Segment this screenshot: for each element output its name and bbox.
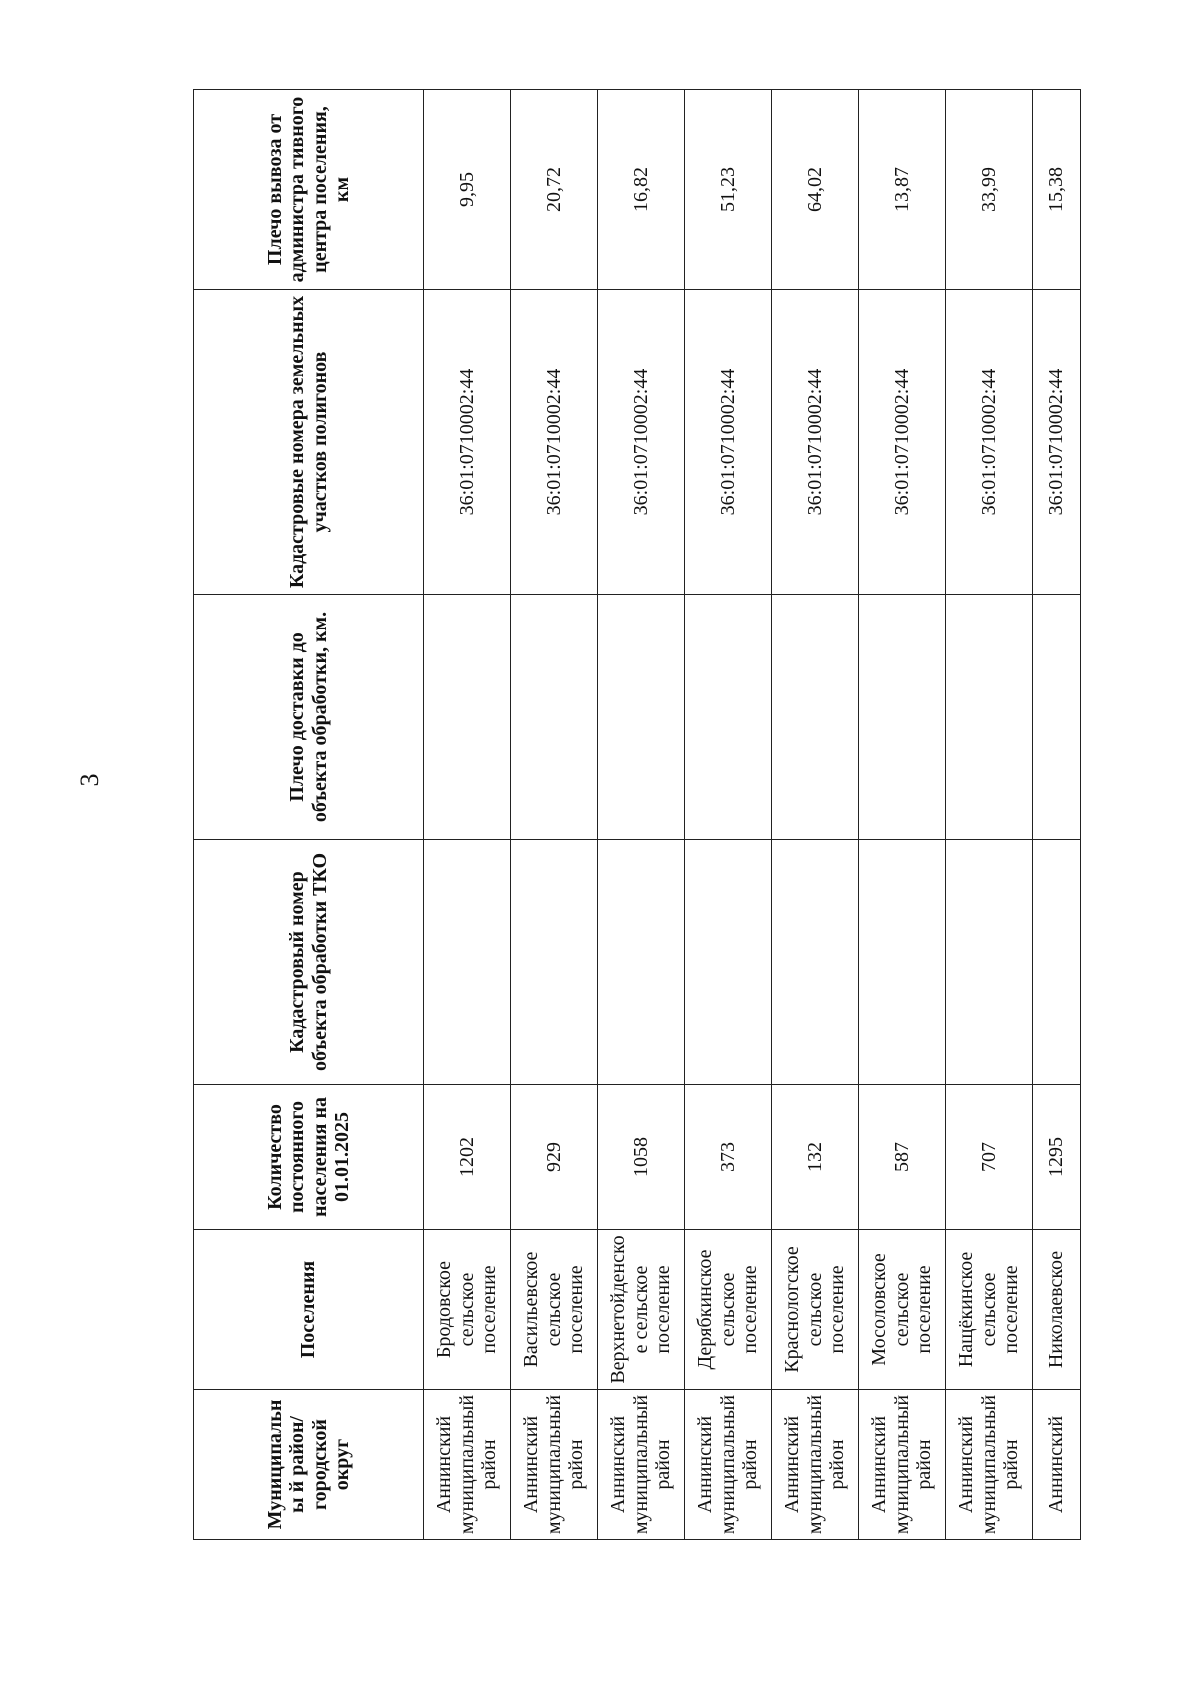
population-cell: 1058 xyxy=(598,1085,685,1230)
district-cell: Аннинский муниципальный район xyxy=(511,1390,598,1540)
table-row xyxy=(1033,90,1081,1540)
cadastral-processing-cell xyxy=(424,840,511,1085)
delivery-km-cell xyxy=(511,595,598,840)
district-cell: Аннинский муниципальный район xyxy=(772,1390,859,1540)
settlement-cell: Бродовское сельское поселение xyxy=(424,1230,511,1390)
cadastral-landfill-cell: 36:01:0710002:44 xyxy=(946,290,1033,595)
cadastral-processing-cell xyxy=(859,840,946,1085)
table-row xyxy=(424,90,511,1540)
district-cell: Аннинский муниципальный район xyxy=(946,1390,1033,1540)
district-cell: Аннинский муниципальный район xyxy=(859,1390,946,1540)
cadastral-landfill-cell: 36:01:0710002:44 xyxy=(424,290,511,595)
population-cell: 1202 xyxy=(424,1085,511,1230)
cadastral-landfill-cell: 36:01:0710002:44 xyxy=(1033,290,1081,595)
column-header: Поселения xyxy=(194,1230,424,1390)
population-cell: 587 xyxy=(859,1085,946,1230)
table-row xyxy=(511,90,598,1540)
delivery-km-cell xyxy=(859,595,946,840)
removal-km-cell: 16,82 xyxy=(598,90,685,290)
delivery-km-cell xyxy=(685,595,772,840)
removal-km-cell: 33,99 xyxy=(946,90,1033,290)
removal-km-cell: 15,38 xyxy=(1033,90,1081,290)
page-number: 3 xyxy=(75,773,104,787)
population-cell: 1295 xyxy=(1033,1085,1081,1230)
table-header-row xyxy=(194,90,424,1540)
settlements-table xyxy=(193,89,1081,1540)
column-header: Кадастровый номер объекта обработки ТКО xyxy=(194,840,424,1085)
delivery-km-cell xyxy=(1033,595,1081,840)
removal-km-cell: 64,02 xyxy=(772,90,859,290)
table-row xyxy=(685,90,772,1540)
cadastral-landfill-cell: 36:01:0710002:44 xyxy=(598,290,685,595)
population-cell: 929 xyxy=(511,1085,598,1230)
table-row xyxy=(859,90,946,1540)
removal-km-cell: 20,72 xyxy=(511,90,598,290)
district-cell: Аннинский муниципальный район xyxy=(598,1390,685,1540)
cadastral-processing-cell xyxy=(511,840,598,1085)
population-cell: 707 xyxy=(946,1085,1033,1230)
cadastral-processing-cell xyxy=(685,840,772,1085)
column-header: Количество постоянного населения на 01.01.2025 xyxy=(194,1085,424,1230)
table-row xyxy=(772,90,859,1540)
delivery-km-cell xyxy=(946,595,1033,840)
cadastral-landfill-cell: 36:01:0710002:44 xyxy=(859,290,946,595)
table-row xyxy=(598,90,685,1540)
district-cell: Аннинский муниципальный район xyxy=(424,1390,511,1540)
settlement-cell: Нащёкинское сельское поселение xyxy=(946,1230,1033,1390)
population-cell: 132 xyxy=(772,1085,859,1230)
cadastral-landfill-cell: 36:01:0710002:44 xyxy=(511,290,598,595)
settlement-cell: Краснологское сельское поселение xyxy=(772,1230,859,1390)
settlement-cell: Верхнетойденское сельское поселение xyxy=(598,1230,685,1390)
column-header: Плечо вывоза от администра тивного центра поселения, км xyxy=(194,90,424,290)
removal-km-cell: 13,87 xyxy=(859,90,946,290)
cadastral-landfill-cell: 36:01:0710002:44 xyxy=(772,290,859,595)
column-header: Муниципальны й район/ городской округ xyxy=(194,1390,424,1540)
district-cell: Аннинский муниципальный район xyxy=(685,1390,772,1540)
settlement-cell: Мосоловское сельское поселение xyxy=(859,1230,946,1390)
cadastral-landfill-cell: 36:01:0710002:44 xyxy=(685,290,772,595)
cadastral-processing-cell xyxy=(772,840,859,1085)
settlement-cell: Николаевское xyxy=(1033,1230,1081,1390)
delivery-km-cell xyxy=(772,595,859,840)
removal-km-cell: 51,23 xyxy=(685,90,772,290)
delivery-km-cell xyxy=(598,595,685,840)
table-row xyxy=(946,90,1033,1540)
population-cell: 373 xyxy=(685,1085,772,1230)
delivery-km-cell xyxy=(424,595,511,840)
district-cell: Аннинский xyxy=(1033,1390,1081,1540)
cadastral-processing-cell xyxy=(1033,840,1081,1085)
settlement-cell: Дерябкинское сельское поселение xyxy=(685,1230,772,1390)
column-header: Кадастровые номера земельных участков полигонов xyxy=(194,290,424,595)
cadastral-processing-cell xyxy=(598,840,685,1085)
rotated-table-wrapper xyxy=(193,90,1068,1540)
cadastral-processing-cell xyxy=(946,840,1033,1085)
column-header: Плечо доставки до объекта обработки, км. xyxy=(194,595,424,840)
removal-km-cell: 9,95 xyxy=(424,90,511,290)
settlement-cell: Васильевское сельское поселение xyxy=(511,1230,598,1390)
